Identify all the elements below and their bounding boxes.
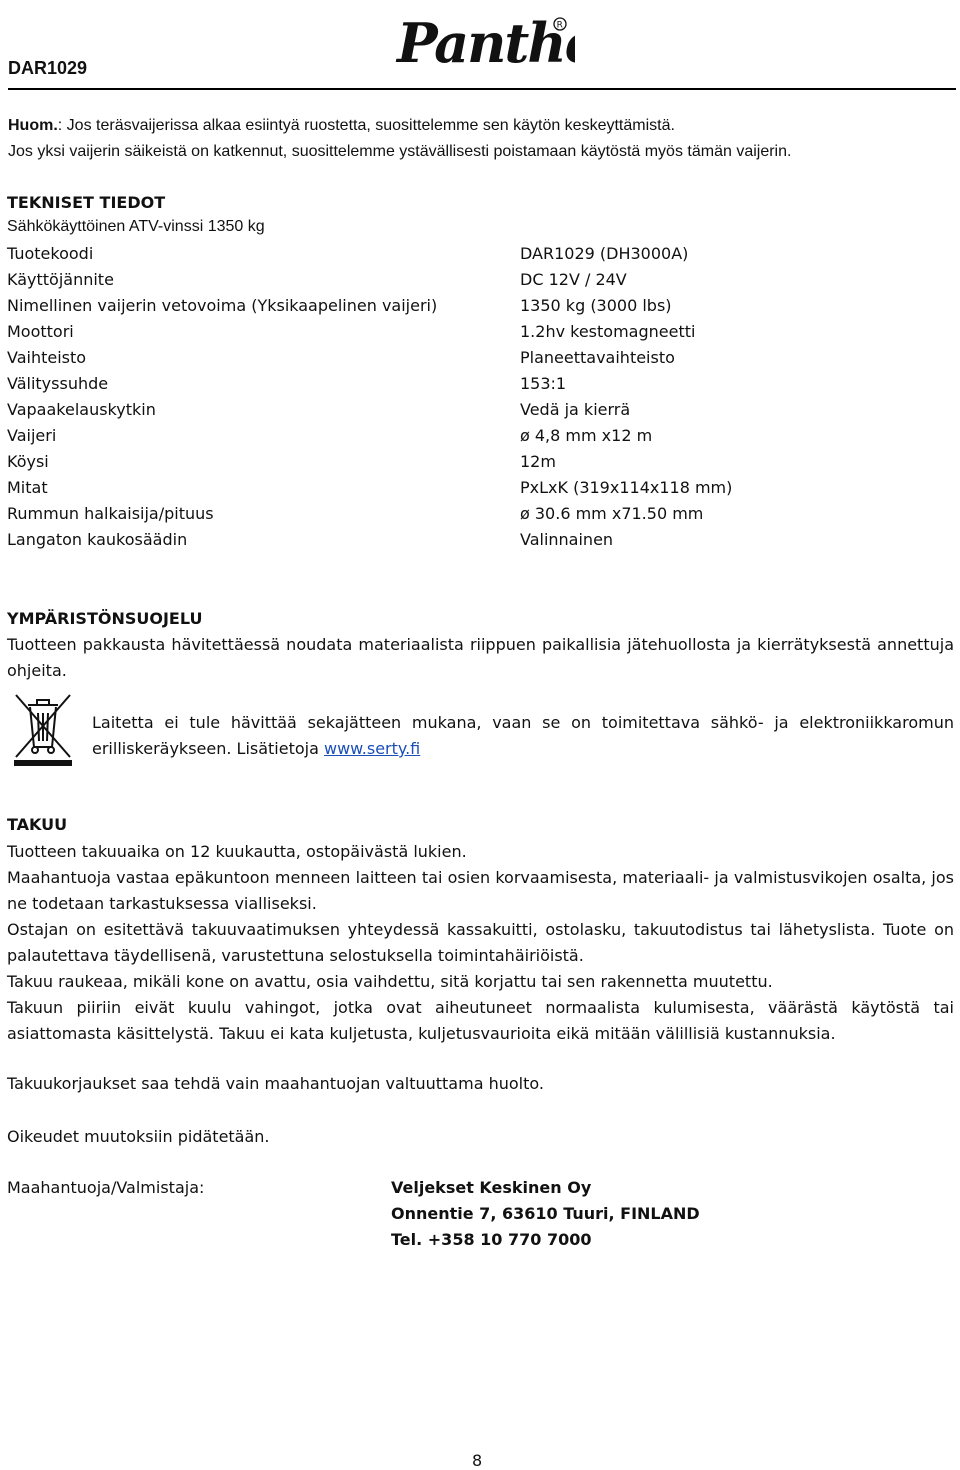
spec-label: Välityssuhde (7, 374, 109, 393)
importer-phone: Tel. +358 10 770 7000 (391, 1230, 592, 1249)
warranty-paragraph-2: Maahantuoja vastaa epäkuntoon menneen laitteen tai osien korvaamisesta, materiaali- ja valmistusvikojen osalta, jos ne todetaan tarkastuksessa vialliseksi. (7, 868, 954, 913)
importer-address: Onnentie 7, 63610 Tuuri, FINLAND (391, 1204, 700, 1223)
note-line-1-text: : Jos teräsvaijerissa alkaa esiintyä ruostetta, suosittelemme sen käytön keskeyttämistä. (57, 117, 675, 134)
spec-value: ø 4,8 mm x12 m (520, 426, 653, 445)
spec-value: 1.2hv kestomagneetti (520, 322, 696, 341)
warranty-paragraph-1: Tuotteen takuuaika on 12 kuukautta, ostopäivästä lukien. (7, 842, 467, 861)
spec-label: Langaton kaukosäädin (7, 530, 188, 549)
brand-logo (395, 0, 575, 80)
note-line-1 (8, 113, 675, 139)
spec-value: Planeettavaihteisto (520, 348, 675, 367)
weee-crossed-bin-icon (12, 691, 74, 767)
spec-value: 153:1 (520, 374, 567, 393)
spec-label: Vaijeri (7, 426, 57, 445)
spec-label: Vapaakelauskytkin (7, 400, 156, 419)
specs-subtitle: Sähkökäyttöinen ATV-vinssi 1350 kg (7, 218, 265, 235)
warranty-paragraph-4: Takuu raukeaa, mikäli kone on avattu, osia vaihdettu, sitä korjattu tai sen rakennetta muutettu. (7, 972, 773, 991)
spec-value: Vedä ja kierrä (520, 400, 631, 419)
warranty-paragraph-7: Oikeudet muutoksiin pidätetään. (7, 1127, 270, 1146)
spec-label: Mitat (7, 478, 48, 497)
svg-text:Panther: Panth (397, 11, 565, 75)
spec-value: ø 30.6 mm x71.50 mm (520, 504, 704, 523)
spec-label: Nimellinen vaijerin vetovoima (Yksikaapelinen vaijeri) (7, 296, 438, 315)
note-prefix: Huom. (8, 117, 58, 134)
spec-label: Moottori (7, 322, 74, 341)
spec-value: DAR1029 (DH3000A) (520, 244, 689, 263)
specs-title: TEKNISET TIEDOT (7, 193, 166, 212)
page-number: 8 (472, 1451, 483, 1470)
svg-text:R: R (556, 20, 563, 31)
environment-text: Tuotteen pakkausta hävitettäessä noudata materiaalista riippuen paikallisia jätehuollosta ja kierrätyksestä annettuja ohjeita. (7, 635, 954, 680)
warranty-title: TAKUU (7, 815, 68, 834)
spec-label: Köysi (7, 452, 49, 471)
importer-name: Veljekset Keskinen Oy (391, 1178, 592, 1197)
header-rule (8, 88, 956, 90)
weee-text (92, 710, 954, 762)
spec-value: PxLxK (319x114x118 mm) (520, 478, 733, 497)
weee-text-body: Laitetta ei tule hävittää sekajätteen mukana, vaan se on toimitettava sähkö- ja elektroniikkaromun erilliskeräykseen. Lisätietoja (92, 713, 954, 758)
spec-value: DC 12V / 24V (520, 270, 627, 289)
spec-value: Valinnainen (520, 530, 614, 549)
warranty-paragraph-5: Takuun piiriin eivät kuulu vahingot, jotka ovat aiheutuneet normaalista kulumisesta, väärästä käytöstä tai asiattomasta käsittelystä. Takuu ei kata kuljetusta, kuljetusvaurioita eikä mitään välillisiä kustannuksia. (7, 998, 954, 1043)
spec-value: 12m (520, 452, 556, 471)
importer-label: Maahantuoja/Valmistaja: (7, 1178, 205, 1197)
warranty-paragraph-6: Takuukorjaukset saa tehdä vain maahantuojan valtuuttama huolto. (7, 1074, 544, 1093)
document-model-code: DAR1029 (8, 58, 88, 78)
note-line-2: Jos yksi vaijerin säikeistä on katkennut, suosittelemme ystävällisesti poistamaan käytöstä myös tämän vaijerin. (8, 143, 792, 160)
spec-label: Käyttöjännite (7, 270, 114, 289)
spec-label: Tuotekoodi (7, 244, 94, 263)
spec-label: Rummun halkaisija/pituus (7, 504, 214, 523)
serty-link[interactable]: www.serty.fi (324, 739, 421, 758)
environment-title: YMPÄRISTÖNSUOJELU (7, 609, 203, 628)
warranty-paragraph-3: Ostajan on esitettävä takuuvaatimuksen yhteydessä kassakuitti, ostolasku, takuutodistus tai lähetyslista. Tuote on palautettava täydellisenä, varustettuna selostuksella toimintahäiriöistä. (7, 920, 954, 965)
spec-label: Vaihteisto (7, 348, 87, 367)
spec-value: 1350 kg (3000 lbs) (520, 296, 672, 315)
